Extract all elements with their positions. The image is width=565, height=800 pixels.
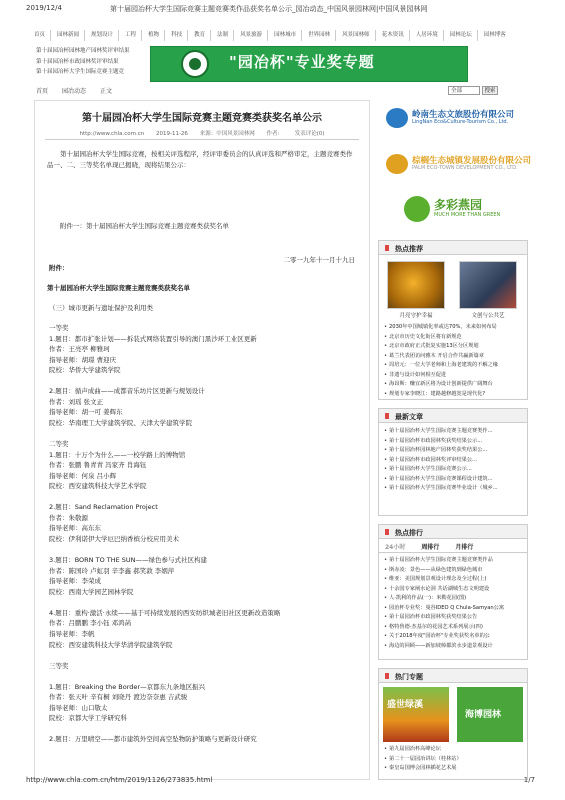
headline-list <box>36 46 146 82</box>
breadcrumb-home[interactable]: 首页 <box>36 88 49 95</box>
nav-item[interactable]: 园林新闻 <box>57 30 85 41</box>
list-line: 指导老师：李帆 <box>49 629 95 638</box>
list-line: 院校：京都大学工学研究科 <box>49 714 127 723</box>
list-line: 作者：刘瑶 张文正 <box>49 397 104 406</box>
hot-recommend <box>378 240 528 400</box>
list-line: 1.题目：Breaking the Border—京都东九条地区振兴 <box>49 682 206 691</box>
list-line: 作者：张天叶 辛有桐 刘晓丹 渡边奈奈惠 吉武骏 <box>49 693 188 702</box>
search-button[interactable]: 搜索 <box>482 86 498 95</box>
palm-sub: PALM ECO-TOWN DEVELOPMENT CO., LTD. <box>412 165 518 171</box>
topics-title: 热门专题 <box>379 669 527 683</box>
section-title: （三）城市更新与遗址保护及利用类 <box>49 304 153 312</box>
rank-item[interactable]: • 园治杯专业奖：曼谷IDEO Q Chula-Samyan公寓 <box>383 604 523 614</box>
print-url: http://www.chla.com.cn/htm/2019/1126/273835.html <box>26 776 213 784</box>
nav-item[interactable]: 风景园林师 <box>342 30 376 41</box>
rank-item[interactable]: • 十余国专家阐水论洞 共话湖城生态文明建设 <box>383 585 523 595</box>
list-line: 作者：王亮亭 柳雅珂 <box>49 345 110 354</box>
tab-week[interactable]: 周排行 <box>421 544 440 551</box>
lingnan-icon <box>386 108 408 128</box>
list-line: 院校：西安建筑科技大学华清学院建筑学院 <box>49 640 173 649</box>
list-line: 指导老师：李荣成 <box>49 577 101 586</box>
nav-item[interactable]: 园林城市 <box>274 30 302 41</box>
headline-item[interactable]: 第十届园冶杯大学生国际竞赛主题竞 <box>36 69 125 75</box>
hot-item[interactable]: • 规划专家李晓江：建路越修越宽是现代化? <box>383 390 523 400</box>
latest-item[interactable]: • 第十届园冶杯大学生国际竞赛课程设计建筑... <box>383 475 523 485</box>
tab-24h[interactable]: 24小时 <box>385 544 406 551</box>
nav-item[interactable]: 风景旅游 <box>240 30 268 41</box>
nav-item[interactable]: 教育 <box>194 30 211 41</box>
nav-item[interactable]: 花木资讯 <box>382 30 410 41</box>
list-line: 作者：陈国玲 卢虹羽 辛李鑫 郝笑敦 李姻萍 <box>49 566 175 575</box>
latest-title: 最新文章 <box>379 409 527 423</box>
meta-author: 作者： <box>266 131 283 137</box>
latest-articles <box>378 408 528 516</box>
list-line: 作者：朱敬源 <box>49 513 88 522</box>
list-line: 2.题目：Sand Reclamation Project <box>49 503 158 512</box>
hot-topics <box>378 668 528 780</box>
attachment-line: 附件一：第十届园冶杯大学生国际竞赛主题竞赛类获奖名单 <box>60 222 229 230</box>
list-line: 2.题目：万里晴空——都市建筑外空间高空坠物防护策略与更新设计研究 <box>49 735 257 744</box>
rank-title: 热点排行 <box>379 525 527 539</box>
hot-item[interactable]: • 非遗与设计如何相互促进 <box>383 371 523 381</box>
list-line: 指导老师：山口敬太 <box>49 703 108 712</box>
nav-item[interactable]: 植物 <box>148 30 165 41</box>
nav-item[interactable]: 世界园林 <box>308 30 336 41</box>
moon-image[interactable] <box>387 261 445 309</box>
list-line: 院校：华侨大学建筑学院 <box>49 366 121 375</box>
meta-site[interactable]: http://www.chla.com.cn <box>79 131 145 137</box>
lingnan-logo[interactable] <box>378 104 528 132</box>
list-line: 作者：张鹏 鲁青青 冯家齐 肖海钰 <box>49 461 147 470</box>
list-line: 院校：西南大学园艺园林学院 <box>49 587 134 596</box>
nav-item[interactable]: 园林博客 <box>483 32 506 38</box>
list-line: 1.题目：十万个为什么——一校学路上的博物馆 <box>49 450 186 459</box>
topic-image-2-text: 海博园林 <box>465 710 502 720</box>
hot-caption-1[interactable]: 月亮守护幸福 <box>399 313 433 319</box>
nav-item[interactable]: 首页 <box>34 30 51 41</box>
rank-item[interactable]: • 关于2018年度"园冶杯"专业奖获奖名单的公 <box>383 632 523 642</box>
tab-month[interactable]: 月排行 <box>455 544 474 551</box>
print-header <box>26 4 535 14</box>
topic-image-1-text: 盛世绿溪 <box>387 700 424 710</box>
print-page: 1/7 <box>523 776 535 784</box>
hot-item[interactable]: • 葛兰代表团访问雅木 开启合作共赢新篇章 <box>383 352 523 362</box>
hot-item[interactable]: • 周培元：一位大学老师和上海老建筑的不解之缘 <box>383 361 523 371</box>
nav-item[interactable]: 园林论坛 <box>450 30 478 41</box>
list-line: 作者：吕鹏鹏 李小钰 邓鸿菡 <box>49 619 132 628</box>
lingnan-name: 岭南生态文旅股份有限公司 <box>412 110 515 120</box>
list-line: 1.题目：都市扩张计划——拆装式网络装置引导的澳门黑沙环工业区更新 <box>49 334 257 343</box>
main-nav <box>34 30 540 41</box>
topic-image-1[interactable] <box>383 687 449 742</box>
yanyuan-sub: MUCH MORE THAN GREEN <box>434 212 501 218</box>
print-date: 2019/12/4 <box>26 4 62 12</box>
list-line: 院校：伊利诺伊大学厄巴纳香槟分校应用美术 <box>49 535 179 543</box>
art-image[interactable] <box>459 261 517 309</box>
hot-item[interactable]: • 北京市历史文化街区将有新规范 <box>383 333 523 343</box>
topic-item[interactable]: • 第九届园冶杯高峰论坛 <box>383 745 523 755</box>
breadcrumb <box>36 86 236 95</box>
topic-banner[interactable] <box>150 46 468 82</box>
article-title: 第十届园冶杯大学生国际竞赛主题竞赛类获奖名单公示 <box>82 113 322 124</box>
palm-name: 棕榈生态城镇发展股份有限公司 <box>412 156 532 166</box>
list-line: 三等奖 <box>49 661 69 670</box>
rank-item[interactable]: • 格特鲁德·杰基尔的花园艺术系列展示(四) <box>383 623 523 633</box>
yanyuan-logo[interactable] <box>378 192 528 228</box>
yanyuan-name: 多彩燕园 <box>434 198 483 212</box>
rank-tabs <box>379 539 527 553</box>
yanyuan-icon <box>404 196 430 222</box>
rank-item[interactable]: • 第十届园冶杯大学生国际竞赛主题竞赛类作品 <box>383 556 523 566</box>
topic-item[interactable]: • 第二十一届园冶讲坛（桂林站） <box>383 755 523 765</box>
hot-caption-2[interactable]: 文创与公共艺 <box>471 313 505 319</box>
print-title: 第十届园冶杯大学生国际竞赛主题竞赛类作品获奖名单公示_园冶动态_中国风景园林网|中国风景园林网 <box>110 5 428 13</box>
rank-item[interactable]: • 人·凯利的作品(一)：米勒花园(图) <box>383 594 523 604</box>
meta-source: 来源：中国风景园林网 <box>199 131 255 137</box>
rank-item[interactable]: • 维亚：美国规划景观设计理念及全过程(上) <box>383 575 523 585</box>
list-line: 指导老师：胡一可 姜辉东 <box>49 408 123 417</box>
yuanye-logo-icon <box>181 50 209 78</box>
latest-item[interactable]: • 第十届园冶杯大学生国际竞赛主题竞赛类作... <box>383 427 523 437</box>
hot-item[interactable]: • 海昂斯：赚宜新区将为设计创新提供广阔舞台 <box>383 380 523 390</box>
article-date: 二零一九年十一月十九日 <box>283 256 355 264</box>
search-select[interactable]: 全部 <box>448 86 480 95</box>
attachment-label: 附件： <box>49 264 69 272</box>
list-line: 二等奖 <box>49 440 69 449</box>
print-footer <box>26 776 535 786</box>
latest-item[interactable]: • 第十届园冶杯市政园林奖获奖结果公示... <box>383 437 523 447</box>
latest-item[interactable]: • 第十届园冶杯市政园林奖评审结果公... <box>383 456 523 466</box>
ranking <box>378 524 528 660</box>
nav-item[interactable]: 法制 <box>217 30 234 41</box>
list-line: 指导老师：胡璟 曹迎庆 <box>49 355 117 364</box>
list-line: 指导老师：何泉 吕小辉 <box>49 471 117 480</box>
meta-date: 2019-11-26 <box>155 131 188 137</box>
hot-item[interactable]: • 2030年中国城镇化率或达70%，未来如何布局 <box>383 323 523 333</box>
list-title: 第十届园冶杯大学生国际竞赛主题竞赛类获奖名单 <box>47 284 190 292</box>
nav-item[interactable]: 工程 <box>125 30 142 41</box>
headline-item[interactable]: 第十届园冶杯市政园林奖评审结果 <box>36 58 119 65</box>
palm-logo[interactable] <box>378 150 532 178</box>
hot-item[interactable]: • 北京市政府正式批复实施13区分区规划 <box>383 342 523 352</box>
latest-item[interactable]: • 第十届园冶杯园林地产园林奖获奖结果公... <box>383 446 523 456</box>
list-line: 一等奖 <box>49 324 69 332</box>
banner-text: "园冶杯"专业奖专题 <box>229 53 375 71</box>
article-meta <box>35 129 369 137</box>
latest-item[interactable]: • 第十届园冶杯大学生国际竞赛公示... <box>383 465 523 475</box>
breadcrumb-current: 正文 <box>100 88 113 95</box>
nav-item[interactable]: 科技 <box>171 30 188 41</box>
divider <box>45 139 359 140</box>
latest-item[interactable]: • 第十届园冶杯大学生国际竞赛毕业设计（城乡... <box>383 484 523 494</box>
palm-icon <box>386 154 408 174</box>
topic-item[interactable]: • 秦皇岛国博会园林插花艺术展 <box>383 764 523 774</box>
headline-item[interactable]: 第十届园冶杯园林地产园林奖评审结果 <box>36 48 130 54</box>
rank-item[interactable]: • 第十届园冶杯市政园林奖获奖结果公告 <box>383 613 523 623</box>
article-intro: 第十届园冶杯大学生国际竞赛，按相关评选程序，经评审委员会的认真评选和严格审定，主题竞赛类作品一、二、三等奖名单现已揭晓，现将结果公示： <box>47 150 353 169</box>
list-line: 院校：华南理工大学建筑学院、天津大学建筑学院 <box>49 418 192 427</box>
article <box>34 100 370 780</box>
list-line: 4.题目：重构·激活·永续——基于可持续发展的西安纺织城老旧社区更新改造策略 <box>49 608 281 617</box>
nav-item[interactable]: 规划设计 <box>91 30 119 41</box>
breadcrumb-section[interactable]: 园冶动态 <box>62 88 87 95</box>
nav-item[interactable]: 人居环境 <box>416 30 444 41</box>
rank-item[interactable]: • 海边的回顾——新加坡樟都滨水步道景观设计 <box>383 642 523 652</box>
list-line: 3.题目：BORN TO THE SUN——绿色参与式社区构建 <box>49 556 208 565</box>
rank-item[interactable]: • 斯赤凌：景色——从绿色建筑到绿色城市 <box>383 566 523 576</box>
list-line: 指导老师：高东东 <box>49 524 101 533</box>
list-line: 院校：西安建筑科技大学艺术学院 <box>49 482 147 491</box>
lingnan-sub: LingNan Eco&Culture-Tourism Co., Ltd. <box>412 119 509 125</box>
meta-comments[interactable]: 发表评论(0) <box>294 131 325 137</box>
hot-title: 热点推荐 <box>379 241 527 255</box>
list-line: 2.题目：循声成曲——成都音乐坊片区更新与规划设计 <box>49 387 205 396</box>
topic-image-2[interactable] <box>457 687 523 742</box>
sidebar <box>378 100 532 780</box>
